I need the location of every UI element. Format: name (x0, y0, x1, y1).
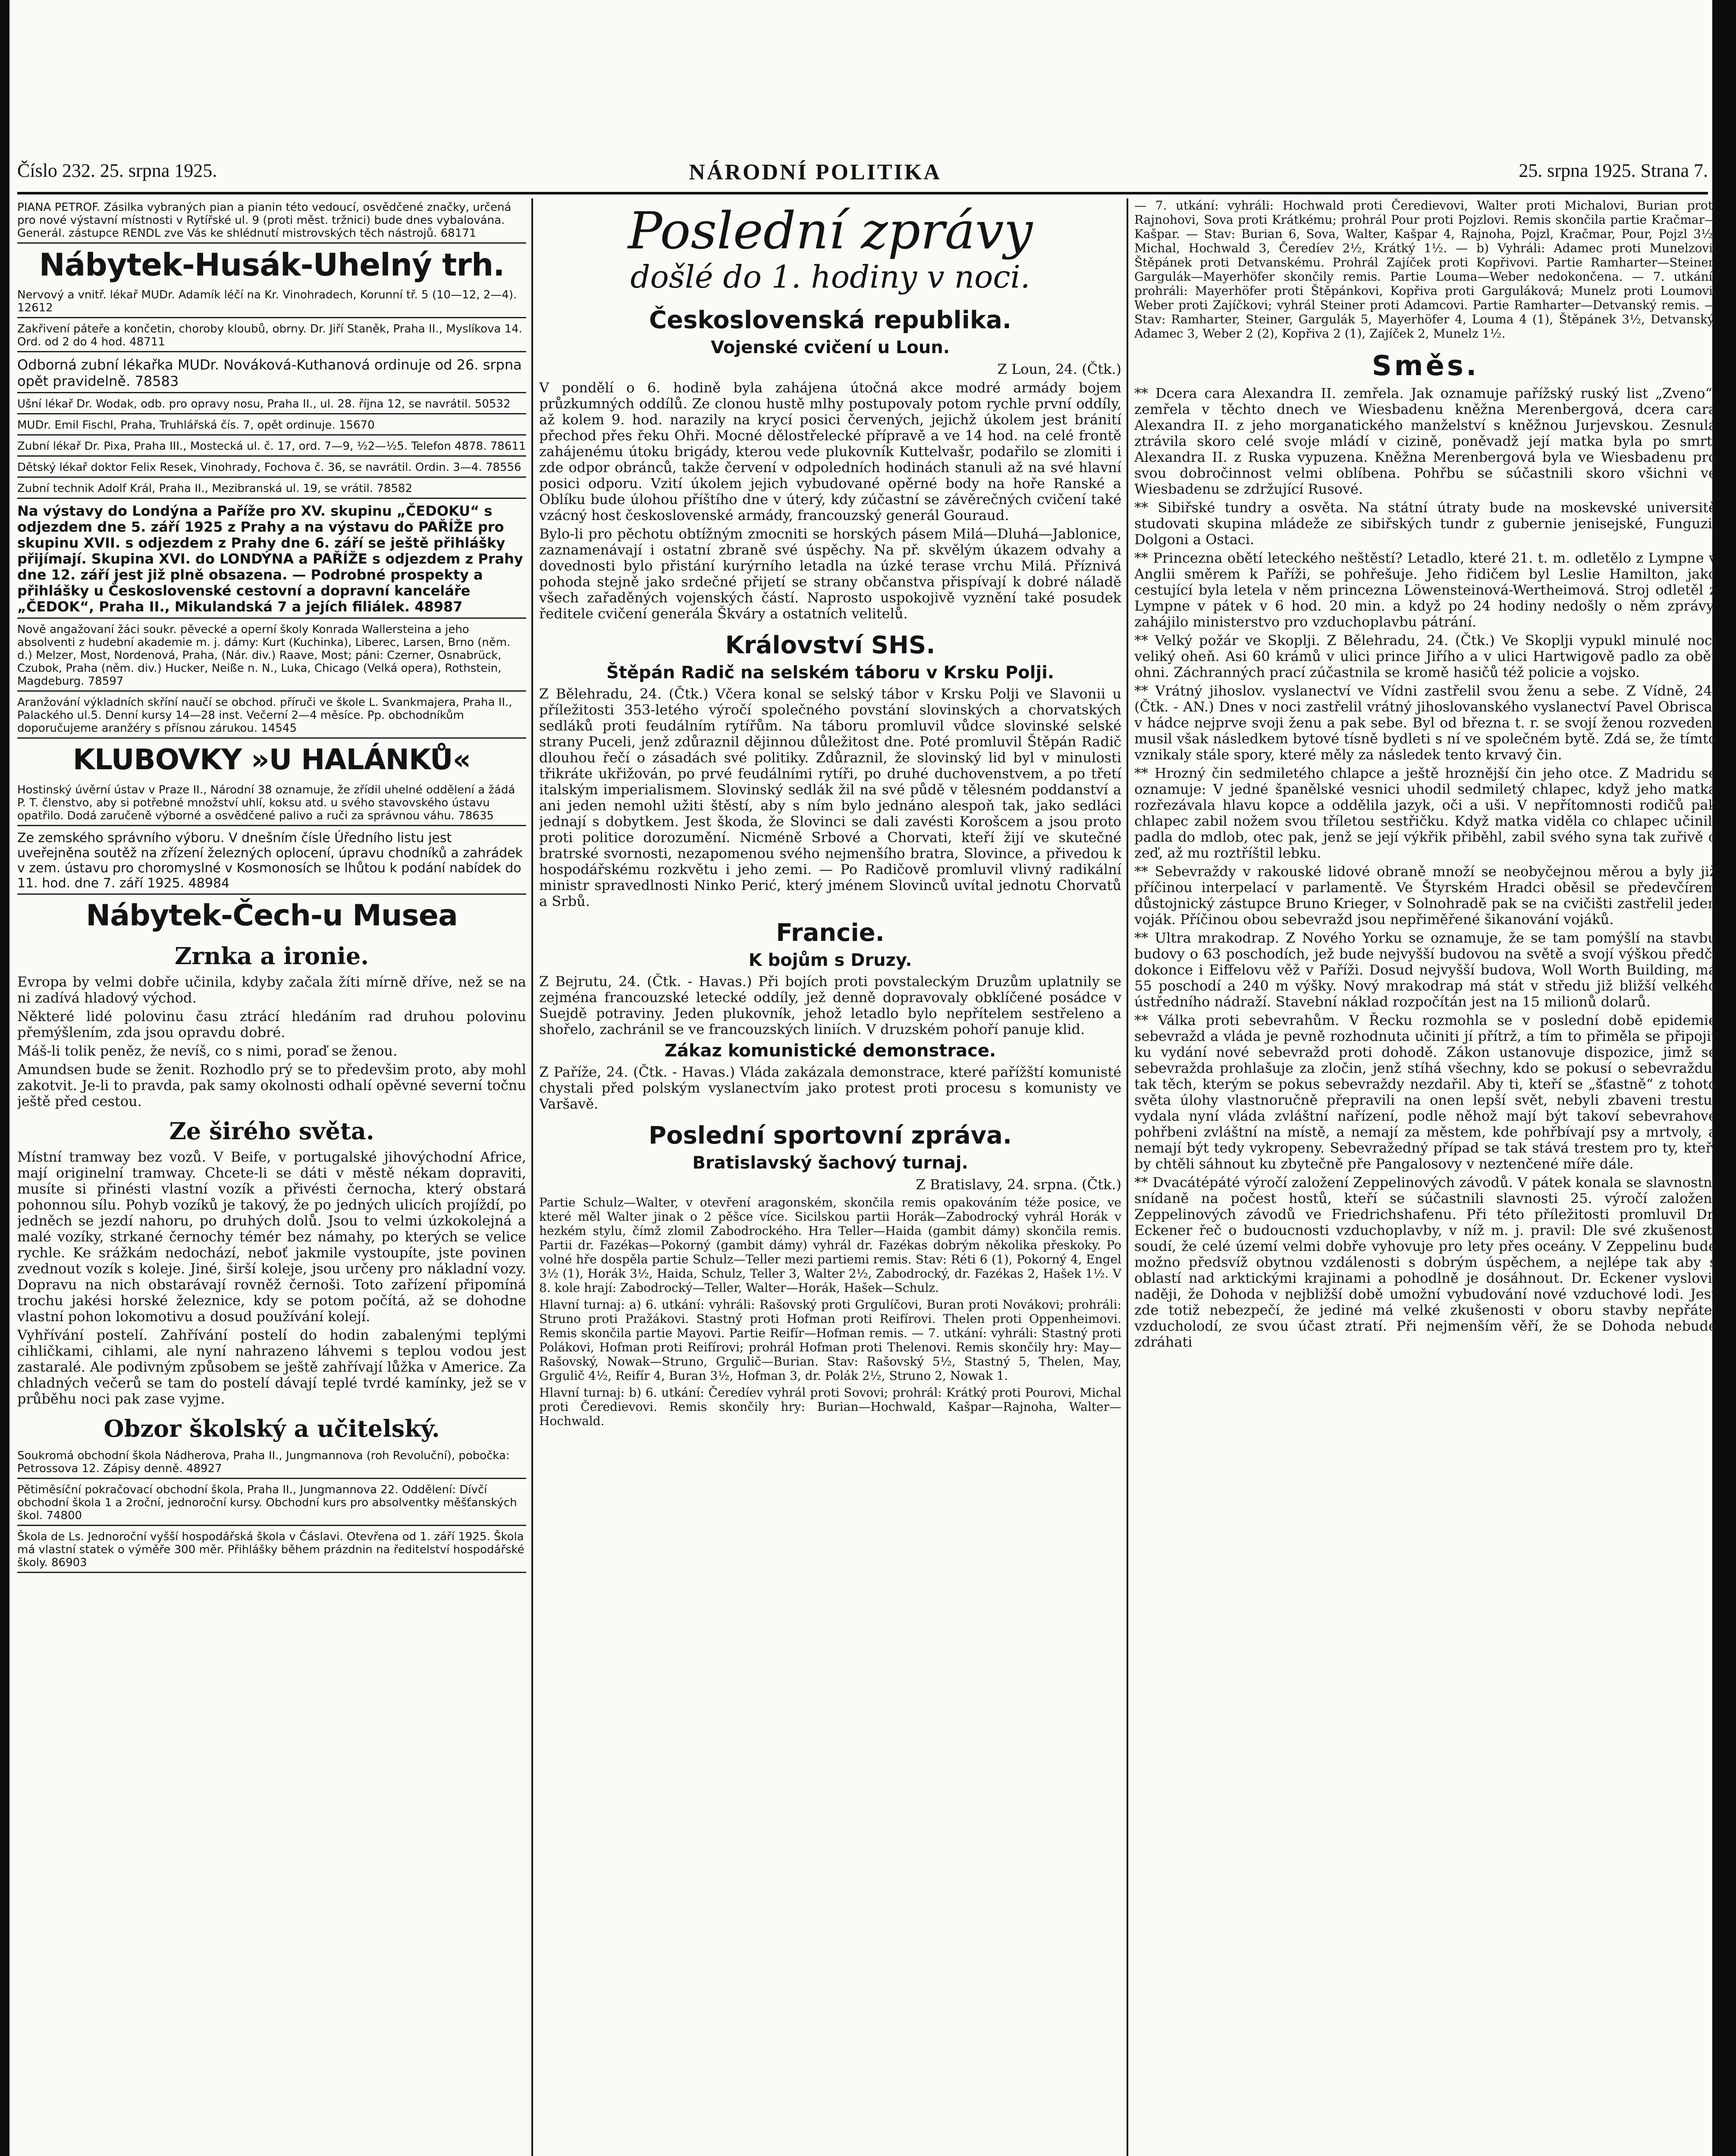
ad-svankmajer: Aranžování výkladních skříní naučí se obchod. příruči ve škole L. Svankmajera, Praha II., Palackého ul.5. Denní kursy 14—28 inst. Večerní 2—4 měsíce. Pp. obchodníkům doporučujeme aranžéry s přísnou zárukou. 14545 (17, 693, 526, 739)
article-louny-2: Bylo-li pro pěchotu obtížným zmocniti se horských pásem Milá—Dluhá—Jablonice, zaznamenávají i ostatní zbraně své úspěchy. Na př. skvělým úkazem odvahy a dovednosti bylo přistání kurýrního letadla na úzké terase vrchu Milá. Příznivá pohoda stejně jako srdečné přijetí se strany občanstva přispívají k dobré náladě všech zařaděných vojenských částí. Naprosto uspokojivě vyznění také posudek ředitele cvičení generála Škváry a ostatních velitelů. (539, 526, 1121, 622)
headline-komuniste: Zákaz komunistické demonstrace. (664, 1041, 996, 1061)
ad-hostinsky-ustav: Hostinský úvěrní ústav v Praze II., Národní 38 oznamuje, že zřídil uhelné oddělení a žádá P. T. členstvo, aby si potřebné množství uhlí, koksu atd. u svého stavovského ústavu opatřilo. Dodá zaručeně výborné a osvědčené palivo a ruči za správnou váhu. 78635 (17, 781, 526, 826)
smes-7: ** Sebevraždy v rakouské lidové obraně množí se neobyčejnou měrou a byly již příčinou interpelací v parlamentě. Ve Štyrském Hradci oběsil se předevčírem důstojnický zástupce Bruno Krieger, v Solnohradě pak se na cvičišti zastřelil jeden voják. Příčinou obou sebevražd jsou nepřiměřené šikanování vojáků. (1134, 863, 1717, 928)
ad-stanek: Zakřivení páteře a končetin, choroby kloubů, obrny. Dr. Jiří Staněk, Praha II., Myslíkova 14. Ord. od 2 do 4 hod. 48711 (17, 320, 526, 352)
article-sach-2: Hlavní turnaj: a) 6. utkání: vyhráli: Rašovský proti Grgulíčovi, Buran proti Novákovi; prohráli: Struno proti Pražákovi. Stastný proti Hofman proti Reifírovi. Thelen proti Oppenheimovi. Remis skončila partie Mayovi. Partie Reifír—Hofman remis. — 7. utkání: vyhráli: Stastný proti Polákovi, Hofman proti Reifírovi; prohrál Hofman proti Thelenovi. Remis skončily hry: May—Rašovský, Nowak—Struno, Grgulič—Burian. Stav: Rašovský 5½, Stastný 5, Thelen, May, Grgulič 4½, Reifír 4, Buran 3½, Hofman 3, dr. Polák 2½, Struno 2, Nowak 1. (539, 1297, 1121, 1383)
article-komuniste: Z Paříže, 24. (Čtk. - Havas.) Vláda zakázala demonstrace, které pařížští komunisté chystali před polským vyslanectvím jako protest proti procesu s komunisty ve Varšavě. (539, 1064, 1121, 1112)
ad-nadherova: Soukromá obchodní škola Nádherova, Praha II., Jungmannova (roh Revoluční), pobočka: Petrossova 12. Zápisy denně. 48927 (17, 1447, 526, 1479)
column-middle (539, 198, 1121, 2156)
ad-wallerstein: Nově angažovaní žáci soukr. pěvecké a operní školy Konrada Wallersteina a jeho absolventi z hudební akademie m. j. dámy: Kurt (Kuchinka), Liberec, Larsen, Brno (něm. d.) Melzer, Most, Nordenová, Praha, (Nár. div.) Raave, Most; páni: Czerner, Osnabrück, Czubok, Praha (něm. div.) Hucker, Neiße n. N., Luka, Chicago (Velká opera), Rothstein, Magdeburg. 78597 (17, 620, 526, 692)
section-smes: Směs. (1372, 350, 1479, 382)
section-zrnka: Zrnka a ironie. (174, 942, 369, 970)
dateline-louny: Z Loun, 24. (Čtk.) (997, 361, 1121, 377)
section-obzor: Obzor školský a učitelský. (104, 1415, 440, 1442)
smes-5: ** Vrátný jihoslov. vyslanectví ve Vídni zastřelil svou ženu a sebe. Z Vídně, 24. (Čtk. - AN.) Dnes v noci zastřelil vrátný jihoslovanského vyslanectví Pavel Obriscal v hádce nejprve svoji ženu a pak sebe. Byl od března t. r. se svojí ženou rozveden, musil však následkem bytové tísně bydleti s ní ve společném bytě. Zdá se, že tímto vznikaly stále spory, které měly za následek tento krvavý čin. (1134, 683, 1717, 763)
section-csr: Československá republika. (649, 306, 1012, 334)
smes-3: ** Princezna obětí leteckého neštěstí? Letadlo, které 21. t. m. odletělo z Lympne v Anglii směrem k Paříži, se pohřešuje. Jeho řidičem byl Leslie Hamilton, jako cestující byla letela v něm princezna Löwensteinová-Wertheimová. Stroj odletěl z Lympne v pátek v 6 hod. 20 min. a když po 24 hodiny nedošly o něm zprávy, zahájilo ministerstvo pro vzduchoplavbu pátrání. (1134, 550, 1717, 630)
section-sport: Poslední sportovní zpráva. (648, 1122, 1012, 1150)
ad-adamik: Nervový a vnitř. lékař MUDr. Adamík léčí na Kr. Vinohradech, Korunní tř. 5 (10—12, 2—4). 12612 (17, 286, 526, 318)
smes-4: ** Velký požár ve Skoplji. Z Bělehradu, 24. (Čtk.) Ve Skoplji vypukl minulé noci veliký oheň. Asi 60 krámů v ulici prince Jiřího a v ulici Hartwigově padlo za oběť ohni. Záchranných prací zúčastnila se kromě hasičů též policie a vojsko. (1134, 632, 1717, 680)
ad-fischl: MUDr. Emil Fischl, Praha, Truhlářská čís. 7, opět ordinuje. 15670 (17, 416, 526, 436)
section-ze-sireho-sveta: Ze širého světa. (169, 1117, 374, 1145)
column-divider-2 (1127, 198, 1128, 2156)
headline-sach: Bratislavský šachový turnaj. (692, 1153, 968, 1173)
news-title: Poslední zprávy (628, 201, 1033, 260)
ad-resek: Dětský lékař doktor Felix Resek, Vinohrady, Fochova č. 36, se navrátil. Ordin. 3—4. 78556 (17, 458, 526, 478)
page-info: 25. srpna 1925. Strana 7. (1519, 160, 1708, 181)
headline-louny: Vojenské cvičení u Loun. (711, 338, 950, 357)
ad-caslav: Škola de Ls. Jednoroční vyšší hospodářská škola v Čáslavi. Otevřena od 1. září 1925. Škola má vlastní statek o výměře 300 měr. Přihlášky během prázdnin na ředitelství hospodářské školy. 86903 (17, 1528, 526, 1573)
notice-zemsky-vybor: Ze zemského správního výboru. V dnešním čísle Úředního listu jest uveřejněna soutěž na zřízení železných oplocení, úpravu chodníků a zahrádek v zem. ústavu pro choromyslné v Kosmonosích se lhůtou k podání nabídek do 11. hod. dne 7. září 1925. 48984 (17, 828, 526, 895)
ad-cedok: Na výstavy do Londýna a Paříže pro XV. skupinu „ČEDOKU“ s odjezdem dne 5. září 1925 z Prahy a na výstavu do PAŘÍŽE pro skupinu XVII. s odjezdem z Prahy dne 6. září se ještě přihlášky přijímají. Skupina XVI. do LONDÝNA a PAŘÍŽE s odjezdem z Prahy dne 12. září jest již plně obsazena. — Podrobné prospekty a přihlášky u Československé cestovní a dopravní kanceláře „ČEDOK“, Praha II., Mikulandská 7 a jejích filiálek. 48987 (17, 501, 526, 619)
zrnka-4: Amundsen bude se ženit. Rozhodlo prý se to předevšim proto, aby mohl zakotvit. Je-li to pravda, pak samy okolnosti odhalí opěvné severní točnu ještě před cestou. (17, 1061, 526, 1109)
scan-edge-left (0, 0, 9, 2156)
zrnka-2: Některé lidé polovinu času ztrácí hledáním rad druhou polovinu přemýšlením, zda jsou opravdu dobré. (17, 1008, 526, 1040)
headline-radic: Štěpán Radič na selském táboru v Krsku Polji. (606, 663, 1054, 683)
section-shs: Království SHS. (725, 631, 935, 659)
ad-novakova: Odborná zubní lékařka MUDr. Nováková-Kuthanová ordinuje od 26. srpna opět pravidelně. 78583 (17, 354, 526, 393)
ad-pixa: Zubní lékař Dr. Pixa, Praha III., Mostecká ul. č. 17, ord. 7—9, ½2—½5. Telefon 4878. 78611 (17, 437, 526, 457)
article-radic: Z Bělehradu, 24. (Čtk.) Včera konal se selský tábor v Krsku Polji ve Slavonii u příležitosti 353-letého výročí společného povstání slovinských a chorvatských sedláků proti feudálním rytířům. Na táboru promluvil vůdce slovinské selské strany Puceli, jenž zdůraznil dějinnou důležitost dne. Poté promluvil Štěpán Radič dlouhou řečí o zásadách své politiky. Zdůraznil, že slovinský lid byl v minulosti třikráte ukřižován, po prvé feudálními rytíři, po druhé duchovenstvem, a po třetí italským imperialismem. Slovinský sedlák žil na své půdě v tělesném poddanství a ani jeden nemohl užiti štěstí, aby s ním bylo jednáno alespoň tak, jako sedláci jednají s dobytkem. Jest škoda, že Slovinci se dali zavésti Korošcem a jsou proto proti politice dorozumění. Nicméně Srbové a Chorvati, kteří žijí ve skutečné bratrské svornosti, nezapomenou svého nejmenšího bratra, Slovince, a přivedou k hospodářskému rozkvětu i jeho zemi. — Po Radičově promluvil vlivný radikální ministr spravedlnosti Ninko Perić, který jménem Slovinců uvítal jednotu Chorvatů a Srbů. (539, 686, 1121, 909)
dateline-sach: Z Bratislavy, 24. srpna. (Čtk.) (916, 1176, 1121, 1193)
article-sach-1: Partie Schulz—Walter, v otevření aragonském, skončila remis opakováním téže posice, ve které měl Walter jinak o 2 pěšce více. Sicilskou partii Horák—Zabodrocký vyhrál Horák v hezkém stylu, čímž zlomil Zabodrockého. Hra Teller—Haida (gambit dámy) skončila remis. Partii dr. Fazékas—Pokorný (gambit dámy) vyhrál dr. Fazékas dobrým několika přeskoky. Po volné hře dospěla partie Schulz—Teller mezi partiemi remis. Stav: Réti 6 (1), Pokorný 4, Engel 3½ (1), Horák 3½, Haida, Schulz, Teller 3, Walter 2½, Zabodrocký, dr. Fazékas 2, Hašek 1½. V 8. kole hrají: Zabodrocký—Teller, Walter—Horák, Hašek—Schulz. (539, 1195, 1121, 1295)
smes-8: ** Ultra mrakodrap. Z Nového Yorku se oznamuje, že se tam pomýšlí na stavbu budovy o 63 poschodích, jež bude nejvyšší budovou na světě a svojí výškou předčí dokonce i Eiffelovu věž v Paříži. Dosud nejvyšší budova, Woll Worth Building, má 55 poschodí a 240 m výšky. Nový mrakodrap má stát v středu již bližší velkého ústředního nádraží. Stavební náklad rozpočítán jest na 15 milionů dolarů. (1134, 930, 1717, 1010)
issue-info: Číslo 232. 25. srpna 1925. (17, 160, 217, 181)
ad-banner-klubovky: KLUBOVKY »U HALÁNKŮ« (72, 743, 471, 776)
header-rule (17, 192, 1708, 194)
column-divider-1 (531, 198, 533, 2156)
article-louny-1: V pondělí o 6. hodině byla zahájena útočná akce modré armády bojem průzkumných oddílů. Ze clonou hustě mlhy postupovaly potom rychle první oddíly, až kolem 9. hod. narazily na krycí posici červených, jejichž úkolem jest bránití přechod přes řeku Ohři. Mocné dělostřelecké přípravě a ve 14 hod. na celé frontě zahájenému útoku brigády, kterou vede plukovník Kuttelvašr, podařilo se zlomiti i zde odpor obránců, takže červení v odpoledních hodinách stanuli až na své hlavní posici odporu. Vzití úkolem jejich vybudované opěrné body na hoře Ranské a Oblíku bude úlohou příštího dne v úterý, kdy zúčastní se závěrečných cvičení také vzácný host československé armády, francouzský generál Gouraud. (539, 379, 1121, 523)
zrnka-3: Máš-li tolik peněz, že nevíš, co s nimi, poraď se ženou. (17, 1043, 398, 1059)
smes-2: ** Sibiřské tundry a osvěta. Na státní útraty bude na moskevské universitě studovati skupina mládeže ze sibiřských tundr z gubernie jenisejské, Funguzi, Dolgoni a Ostaci. (1134, 499, 1717, 548)
article-sach-continued: — 7. utkání: vyhráli: Hochwald proti Čeredievovi, Walter proti Michalovi, Burian proti Rajnohovi, Sova proti Krátkému; prohrál Pour proti Pojzlovi. Remis skončila partie Kračmar—Kašpar. — Stav: Burian 6, Sova, Walter, Kašpar 4, Rajnoha, Pojzl, Kračmar, Pour, Pojzl 3½, Michal, Hochwald 3, Čeredíev 2½, Krátký 1½. — b) Vyhráli: Adamec proti Munelzovi, Štěpánek proti Detvanskému. Prohrál Zajíček proti Kopřivovi. Partie Ramharter—Steiner, Gargulák—Mayerhöfer skončily remis. Partie Louma—Weber nedokončena. — 7. utkání: prohráli: Mayerhöfer proti Štěpánkovi, Kopřiva proti Garguláková; Munelz proti Loumovi, Weber proti Zajíčkovi; vyhrál Steiner proti Adamcovi. Partie Ramharter—Detvanský remis. — Stav: Ramharter, Steiner, Gargulák 5, Mayerhöfer 4, Louma 4 (1), Štěpánek 3½, Detvanský, Adamec 3, Weber 2 (2), Kopřiva 2 (1), Zajíček 2, Munelz 1½. (1134, 198, 1717, 341)
ad-petrof: PIANA PETROF. Zásilka vybraných pian a pianin této vedoucí, osvědčené značky, určená pro nové výstavní místnosti v Rytířské ul. 9 (proti měst. tržnici) bude dnes vybalována. Generál. zástupce RENDL zve Vás ke shlédnutí mistrovských těch nástrojů. 68171 (17, 198, 526, 244)
masthead: NÁRODNÍ POLITIKA (689, 160, 942, 185)
zrnka-1: Evropa by velmi dobře učinila, kdyby začala žíti mírně dříve, než se na ni zadívá hladový východ. (17, 974, 526, 1006)
smes-10: ** Dvacátépáté výročí založení Zeppelinových závodů. V pátek konala se slavnostní snídaně na počest hostů, kteří se súčastnili slavnosti 25. výročí založení Zeppelinových závodů ve Friedrichshafenu. Při této příležitosti promluvil Dr. Eckener řeč o budoucnosti vzduchoplavby, v níž m. j. pravil: Dle své zkušenosti soudí, že celé území velmi dobře vyhovuje pro lety přes oceány. V Zeppelinu bude možno předsvíž obytnou vzdálenosti s dobrým úspěchem, a nejlépe tak aby s oblastí nad arktickými krajinami a pohodlně je dosáhnout. Dr. Eckener vyslovil naději, že Dohoda v nejbližší době umožní vybudování nové vzduchové lodi. Jest zde totiž nebezpečí, že jediné má velké zkušenosti v oboru stavby nepřátel vzducholodí, ze svou účast ztratí. Při nejmenším věří, že se Dohoda nebude zdráhati (1134, 1174, 1717, 1350)
ad-kral: Zubní technik Adolf Král, Praha II., Mezibranská ul. 19, se vrátil. 78582 (17, 479, 526, 499)
article-druzove: Z Bejrutu, 24. (Čtk. - Havas.) Při bojích proti povstaleckým Druzům uplatnily se zejména francouzské letecké oddíly, jež denně dopravovaly obklíčené posádce v Suejdě potraviny. Jeden plukovník, jehož letadlo bylo nepřítelem sestřeleno a shořelo, zachránil se ve francouzských liniích. V druzském pohoří panuje klid. (539, 973, 1121, 1037)
ad-banner-cech: Nábytek-Čech-u Musea (86, 899, 458, 933)
ad-wodak: Ušní lékař Dr. Wodak, odb. pro opravy nosu, Praha II., ul. 28. října 12, se navrátil. 50532 (17, 395, 526, 414)
sireho-2: Vyhřívání postelí. Zahřívání postelí do hodin zabalenými teplými cihličkami, cihlami, ale nyní nahrazeno láhvemi s teplou vodou jest zastaralé. Ale podivným způsobem se ještě zahřívají lůžka v Americe. Za chladných večerů se tam do postelí dávají teplé tvrdé kamínky, jež se v průběhu noci pak zase vyjme. (17, 1327, 526, 1407)
column-right (1134, 198, 1717, 2156)
smes-6: ** Hrozný čin sedmiletého chlapce a ještě hroznější čin jeho otce. Z Madridu se oznamuje: V jedné španělské vesnici uhodil sedmiletý chlapec, když jeho matka rozřezávala hlavu kopce a oddělila jazyk, oči a uši. V nepřítomnosti rodičů pak chlapec zabil nožem svou tříletou sestřičku. Když matka viděla co chlapec učinil, padla do mdlob, otec pak, jenž se její výkřik přiběhl, zabil svého syna tak zuřivě o zeď, až mu roztříštil lebku. (1134, 765, 1717, 861)
news-subtitle: došlé do 1. hodiny v noci. (630, 259, 1030, 295)
ad-obchodni-skola: Pětiměsíční pokračovací obchodní škola, Praha II., Jungmannova 22. Oddělení: Dívčí obchodní škola 1 a 2roční, jednoroční kursy. Obchodní kurs pro absolventky měšťanských škol. 74800 (17, 1481, 526, 1526)
headline-druzove: K bojům s Druzy. (748, 950, 912, 970)
smes-9: ** Válka proti sebevrahům. V Řecku rozmohla se v poslední době epidemie sebevražd a vláda je pevně rozhodnuta učiniti jí přítrž, a tím to přiměla se připojit ku vydání nové sebevražd proti dohodě. Zákon ustanovuje dispozice, jimž se sebevražda prohlašuje za zločin, jenž stíhá všechny, kdo se pokusí o sebevraždu, tak těch, kterým se pokus sebevraždy nezdařil. Aby ti, kteří se „šťastně“ z tohoto světa úlohy vlastnoručně přepravili na onen lepší svět, nebyli zbaveni trestu, vydala nyní vláda zvláštní nařízení, podle něhož mají být takoví sebevrahové pohřbeni zvláštní na místě, a nemají za městem, kde pohřbívají psy a mrtvoly, a nemají být tedy vykropeny. Sebevražedný případ se tak stává trestem pro ty, kteří by chtěli sáhnout ku zbytečně pře Pangalosovy v neztenčené míře dále. (1134, 1012, 1717, 1172)
column-left (17, 198, 526, 2156)
ad-banner-husak: Nábytek-Husák-Uhelný trh. (39, 247, 505, 283)
article-sach-3: Hlavní turnaj: b) 6. utkání: Čeredíev vyhrál proti Sovovi; prohrál: Krátký proti Pourovi, Michal proti Čeredievovi. Remis skončily hry: Burian—Hochwald, Kašpar—Rajnoha, Walter—Hochwald. (539, 1385, 1121, 1428)
smes-1: ** Dcera cara Alexandra II. zemřela. Jak oznamuje pařížský ruský list „Zveno“, zemřela v těchto dnech ve Wiesbadenu kněžna Merenbergová, dcera cara Alexandra II. z jeho morganatického manželství s kněžnou Jurjevskou. Zesnulá ztrávila skoro celé svoje mládí v cizině, poněvadž její matka byla po smrti Alexandra II. z Ruska vypuzena. Kněžna Merenbergová byla ve Wiesbadenu pro svou dobročinnost velmi oblíbena. Pohřbu se súčastnili skoro všichni ve Wiesbadenu se zdržující Rusové. (1134, 385, 1717, 497)
page-header (17, 160, 1708, 190)
sireho-1: Místní tramway bez vozů. V Beife, v portugalské jihovýchodní Africe, mají originelní tramway. Chcete-li se dáti v městě nékam dopraviti, musíte si přinésti vlastní vozík a přivésti černocha, který obstará pohonnou sílu. Pohyb vozíků je takový, že po jedných ulicích projíždí, po jedněch se jezdí nahoru, po druhých dolů. Jsou to velmi úzkokolejná a malé vozíky, strkané černochy témér bez námahy, po kterých se velice rychle. Ke srážkám nedochází, neboť jakmile vystoupíte, jste povinen zvednout vozík s koleje. Jiné, širší koleje, jsou určeny pro nákladní vozy. Dopravu na nich obstarávají rovněž černoši. Toto zařízení připomíná trochu jakési horské železnice, kdy se potom počítá, až se dohodne vlastní pohon lokomotivu a dosud používání kolejí. (17, 1149, 526, 1325)
section-francie: Francie. (776, 919, 885, 947)
